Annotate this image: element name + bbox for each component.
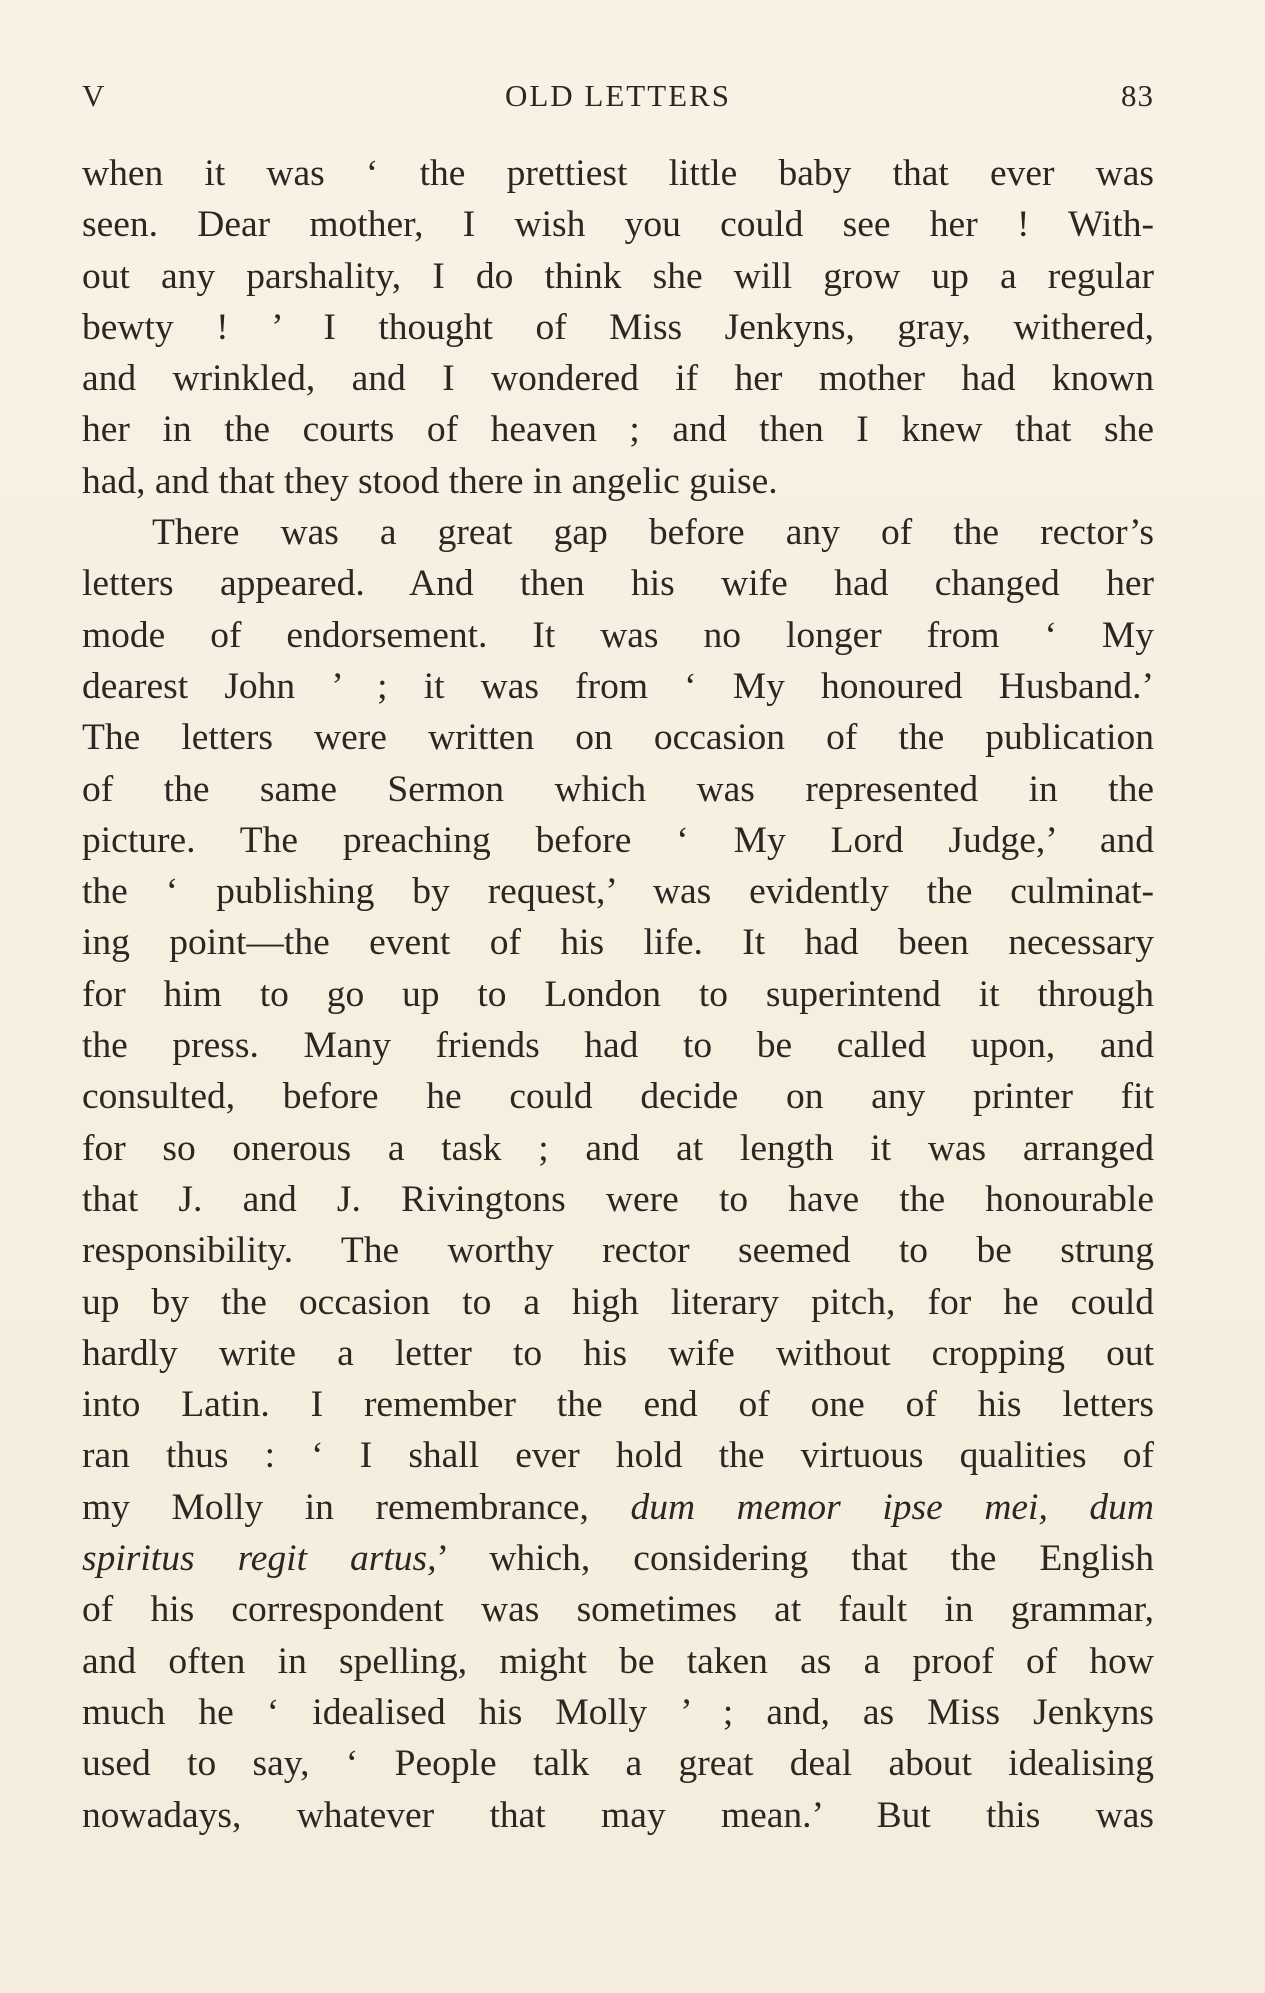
text-line: hardly write a letter to his wife without cropping out <box>82 1332 1154 1374</box>
text-line: letters appeared. And then his wife had changed her <box>82 563 1154 605</box>
text-line: bewty ! ’ I thought of Miss Jenkyns, gray, withered, <box>82 306 1154 348</box>
text-line: and wrinkled, and I wondered if her mother had known <box>82 358 1154 400</box>
text-line: seen. Dear mother, I wish you could see her ! With- <box>82 204 1154 246</box>
text-line: the ‘ publishing by request,’ was evidently the culminat- <box>82 871 1154 913</box>
text-line: mode of endorsement. It was no longer from ‘ My <box>82 614 1154 656</box>
text-line: used to say, ‘ People talk a great deal about idealising <box>82 1743 1154 1785</box>
text-line: for so onerous a task ; and at length it was arranged <box>82 1127 1154 1169</box>
text-line: ran thus : ‘ I shall ever hold the virtuous qualities of <box>82 1435 1154 1477</box>
running-header <box>82 78 1154 118</box>
text-line: of his correspondent was sometimes at fault in grammar, <box>82 1589 1154 1631</box>
text-line: out any parshality, I do think she will grow up a regular <box>82 255 1154 297</box>
text-segment: ’ which, considering that the English <box>436 1538 1154 1580</box>
text-line: consulted, before he could decide on any printer fit <box>82 1076 1154 1118</box>
text-line: into Latin. I remember the end of one of his letters <box>82 1384 1154 1426</box>
text-line <box>82 1533 1154 1584</box>
text-line: and often in spelling, might be taken as a proof of how <box>82 1640 1154 1682</box>
text-segment: my Molly in remembrance, <box>82 1486 631 1528</box>
body-text <box>82 148 1154 1841</box>
text-line: much he ‘ idealised his Molly ’ ; and, as Miss Jenkyns <box>82 1691 1154 1733</box>
text-line: the press. Many friends had to be called upon, and <box>82 1025 1154 1067</box>
text-line: There was a great gap before any of the rector’s <box>152 512 1154 554</box>
chapter-numeral: V <box>82 78 106 113</box>
text-line: ing point—the event of his life. It had been necessary <box>82 922 1154 964</box>
text-line: that J. and J. Rivingtons were to have the honourable <box>82 1178 1154 1220</box>
text-line <box>82 1482 1154 1533</box>
latin-quotation: spiritus regit artus, <box>82 1538 437 1580</box>
text-line: for him to go up to London to superintend it through <box>82 973 1154 1015</box>
text-line: picture. The preaching before ‘ My Lord Judge,’ and <box>82 819 1154 861</box>
text-line: responsibility. The worthy rector seemed to be strung <box>82 1230 1154 1272</box>
text-line: her in the courts of heaven ; and then I knew that she <box>82 409 1154 451</box>
text-line: had, and that they stood there in angelic guise. <box>82 460 778 502</box>
text-line: of the same Sermon which was represented in the <box>82 768 1154 810</box>
text-line: The letters were written on occasion of the publication <box>82 717 1154 759</box>
text-line: dearest John ’ ; it was from ‘ My honoured Husband.’ <box>82 665 1154 707</box>
text-line: nowadays, whatever that may mean.’ But this was <box>82 1794 1154 1836</box>
running-title: OLD LETTERS <box>504 78 732 113</box>
text-line: up by the occasion to a high literary pitch, for he could <box>82 1281 1154 1323</box>
text-line: when it was ‘ the prettiest little baby that ever was <box>82 153 1154 194</box>
page-number: 83 <box>1121 78 1154 113</box>
latin-quotation: dum memor ipse mei, dum <box>630 1486 1154 1528</box>
